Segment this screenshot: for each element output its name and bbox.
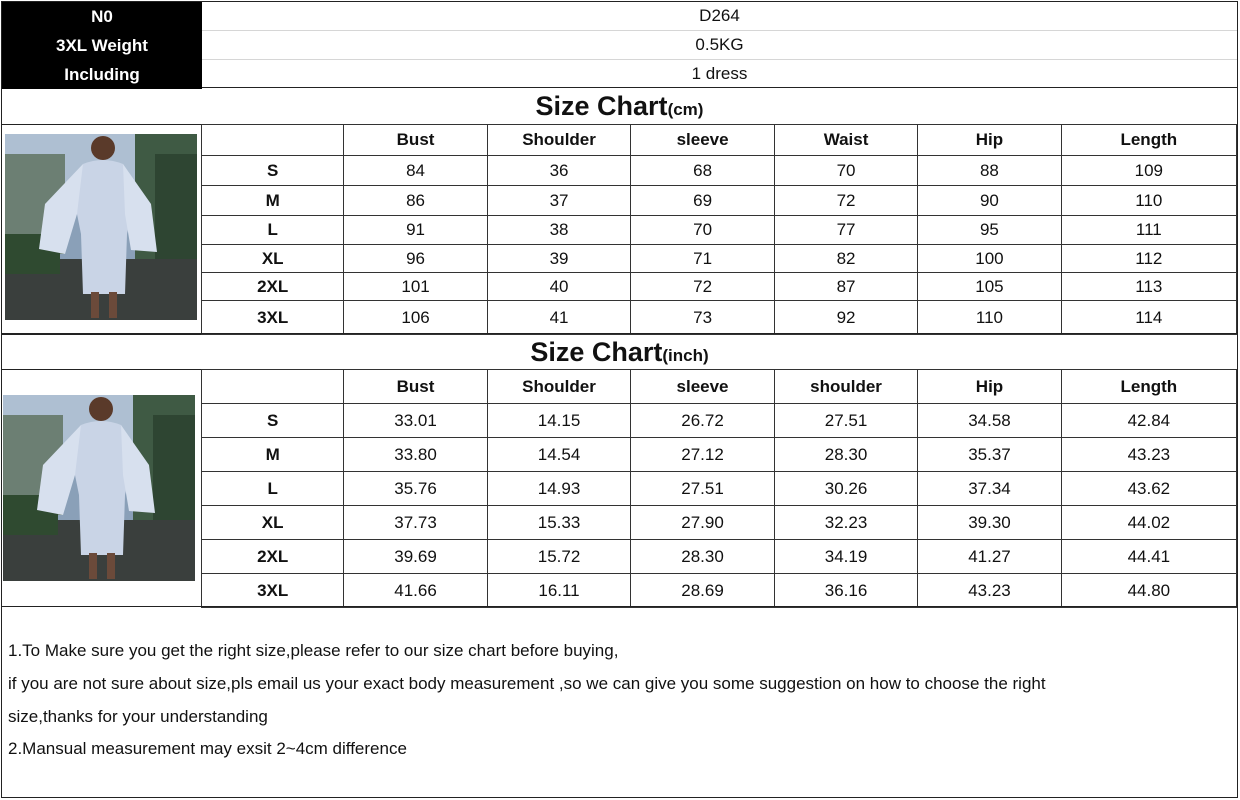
product-number-label: N0	[91, 7, 113, 26]
table-cell: 34.58	[918, 404, 1061, 438]
table-cell: 110	[918, 301, 1061, 335]
table-cell: 72	[631, 273, 774, 301]
table-cell: 37.34	[918, 472, 1061, 506]
table-cell: 39	[487, 245, 631, 273]
size-cell: S	[202, 156, 344, 186]
size-cell: L	[202, 472, 344, 506]
size-chart-inch-title-text: Size Chart	[530, 337, 663, 367]
column-header: sleeve	[631, 125, 774, 156]
table-cell: 41	[487, 301, 631, 335]
table-cell: 30.26	[774, 472, 918, 506]
table-row	[202, 404, 1237, 438]
size-chart-cm-section	[1, 124, 1238, 335]
note-line: size,thanks for your understanding	[8, 707, 268, 726]
product-info-values	[202, 2, 1237, 89]
table-cell: 44.02	[1061, 506, 1236, 540]
table-cell: 70	[774, 156, 917, 186]
size-chart-cm-title-text: Size Chart	[535, 91, 668, 121]
table-cell: 39.69	[344, 540, 487, 574]
table-cell: 35.37	[918, 438, 1061, 472]
table-row	[202, 540, 1237, 574]
size-cell: 2XL	[202, 540, 344, 574]
table-cell: 109	[1061, 156, 1236, 186]
size-chart-inch-table	[201, 369, 1237, 608]
table-cell: 105	[918, 273, 1061, 301]
table-cell: 27.51	[631, 472, 774, 506]
note-line: if you are not sure about size,pls email us your exact body measurement ,so we can give you some suggestion on how to choose the right	[8, 674, 1046, 693]
column-header: Shoulder	[487, 370, 631, 404]
table-cell: 43.23	[1061, 438, 1236, 472]
size-notes	[1, 606, 1238, 798]
table-cell: 84	[344, 156, 487, 186]
size-chart-inch-title	[1, 333, 1238, 369]
table-cell: 73	[631, 301, 774, 335]
table-row	[202, 574, 1237, 608]
table-row	[202, 216, 1237, 245]
size-cell: XL	[202, 506, 344, 540]
table-cell: 33.01	[344, 404, 487, 438]
table-cell: 36.16	[774, 574, 918, 608]
dress-photo	[5, 134, 197, 320]
product-info-labels	[2, 2, 202, 89]
size-chart-inch-unit: (inch)	[662, 346, 709, 365]
table-cell: 77	[774, 216, 917, 245]
table-cell: 28.69	[631, 574, 774, 608]
weight-label: 3XL Weight	[56, 36, 148, 55]
including-value: 1 dress	[691, 64, 748, 83]
table-cell: 16.11	[487, 574, 631, 608]
table-cell: 38	[487, 216, 631, 245]
size-chart-inch-section	[1, 369, 1238, 607]
size-cell: L	[202, 216, 344, 245]
table-row	[202, 472, 1237, 506]
table-cell: 44.41	[1061, 540, 1236, 574]
table-cell: 42.84	[1061, 404, 1236, 438]
note-line: 2.Mansual measurement may exsit 2~4cm difference	[8, 739, 407, 758]
table-cell: 41.66	[344, 574, 487, 608]
size-cell: M	[202, 438, 344, 472]
table-cell: 43.62	[1061, 472, 1236, 506]
table-row	[202, 438, 1237, 472]
table-cell: 34.19	[774, 540, 918, 574]
size-chart-cm-title	[1, 88, 1238, 124]
table-cell: 28.30	[631, 540, 774, 574]
size-cell: XL	[202, 245, 344, 273]
dress-photo	[3, 395, 195, 581]
table-row	[202, 156, 1237, 186]
size-cell: S	[202, 404, 344, 438]
size-cell: 3XL	[202, 301, 344, 335]
column-header	[202, 125, 344, 156]
table-cell: 71	[631, 245, 774, 273]
table-cell: 90	[918, 186, 1061, 216]
table-cell: 37.73	[344, 506, 487, 540]
table-header-row	[202, 370, 1237, 404]
table-cell: 69	[631, 186, 774, 216]
column-header: Bust	[344, 125, 487, 156]
table-cell: 72	[774, 186, 917, 216]
column-header	[202, 370, 344, 404]
note-line: 1.To Make sure you get the right size,please refer to our size chart before buying,	[8, 641, 619, 660]
size-cell: 3XL	[202, 574, 344, 608]
table-cell: 43.23	[918, 574, 1061, 608]
table-cell: 15.72	[487, 540, 631, 574]
column-header: Length	[1061, 125, 1236, 156]
column-header: Hip	[918, 370, 1061, 404]
size-chart-cm-table	[201, 124, 1237, 335]
table-row	[202, 301, 1237, 335]
column-header: Hip	[918, 125, 1061, 156]
table-cell: 27.90	[631, 506, 774, 540]
table-cell: 101	[344, 273, 487, 301]
table-row	[202, 245, 1237, 273]
table-cell: 87	[774, 273, 917, 301]
table-cell: 14.93	[487, 472, 631, 506]
table-cell: 35.76	[344, 472, 487, 506]
table-cell: 26.72	[631, 404, 774, 438]
table-cell: 41.27	[918, 540, 1061, 574]
table-cell: 15.33	[487, 506, 631, 540]
column-header: Bust	[344, 370, 487, 404]
product-info-header	[1, 1, 1238, 88]
table-cell: 106	[344, 301, 487, 335]
table-cell: 86	[344, 186, 487, 216]
table-cell: 27.51	[774, 404, 918, 438]
column-header: sleeve	[631, 370, 774, 404]
table-cell: 14.54	[487, 438, 631, 472]
table-cell: 44.80	[1061, 574, 1236, 608]
table-cell: 28.30	[774, 438, 918, 472]
table-cell: 113	[1061, 273, 1236, 301]
including-label: Including	[64, 65, 140, 84]
table-cell: 88	[918, 156, 1061, 186]
table-cell: 27.12	[631, 438, 774, 472]
table-cell: 114	[1061, 301, 1236, 335]
size-cell: M	[202, 186, 344, 216]
table-cell: 100	[918, 245, 1061, 273]
table-cell: 39.30	[918, 506, 1061, 540]
column-header: Length	[1061, 370, 1236, 404]
size-cell: 2XL	[202, 273, 344, 301]
table-cell: 111	[1061, 216, 1236, 245]
table-cell: 32.23	[774, 506, 918, 540]
table-header-row	[202, 125, 1237, 156]
table-row	[202, 273, 1237, 301]
table-cell: 112	[1061, 245, 1236, 273]
table-cell: 36	[487, 156, 631, 186]
table-row	[202, 186, 1237, 216]
product-number-value: D264	[202, 2, 1237, 31]
table-cell: 96	[344, 245, 487, 273]
table-cell: 70	[631, 216, 774, 245]
table-cell: 14.15	[487, 404, 631, 438]
column-header: shoulder	[774, 370, 918, 404]
weight-value: 0.5KG	[202, 31, 1237, 60]
table-cell: 68	[631, 156, 774, 186]
column-header: Shoulder	[487, 125, 631, 156]
table-cell: 82	[774, 245, 917, 273]
table-cell: 91	[344, 216, 487, 245]
column-header: Waist	[774, 125, 917, 156]
table-cell: 40	[487, 273, 631, 301]
table-cell: 92	[774, 301, 917, 335]
table-cell: 33.80	[344, 438, 487, 472]
table-cell: 95	[918, 216, 1061, 245]
size-chart-cm-unit: (cm)	[667, 100, 704, 119]
table-cell: 37	[487, 186, 631, 216]
table-cell: 110	[1061, 186, 1236, 216]
table-row	[202, 506, 1237, 540]
